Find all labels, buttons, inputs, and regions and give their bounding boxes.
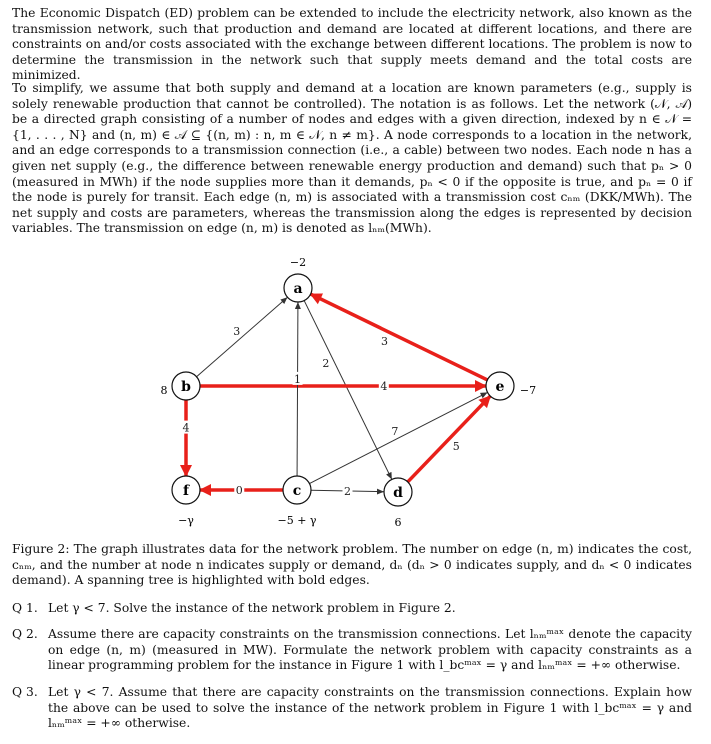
question-1-text: Let γ < 7. Solve the instance of the network problem in Figure 2. [48,601,456,615]
question-3 [12,685,692,732]
node-label-e: e [495,379,505,395]
node-label-d: d [393,485,403,501]
notation-paragraph: To simplify, we assume that both supply and demand at a location are known parameters (e.g., supply is solely renewable production that cannot be controlled). The notation is as follows. Let the network (𝒩, 𝒜) be a directed graph consisting of a number of nodes and edges with a given direction, indexed by n ∈ 𝒩 = {1, . . . , N} and (n, m) ∈ 𝒜 ⊆ {(n, m) : n, m ∈ 𝒩, n ≠ m}. A node corresponds to a location in the network, and an edge corresponds to a transmission connection (i.e., a cable) between two nodes. Each node n has a given net supply (e.g., the difference between renewable energy production and demand) such that pₙ > 0 (measured in MWh) if the node supplies more than it demands, pₙ < 0 if the opposite is true, and pₙ = 0 if the node is purely for transit. Each edge (n, m) is associated with a transmission cost cₙₘ (DKK/MWh). The net supply and costs are parameters, whereas the transmission along the edges is represented by decision variables. The transmission on edge (n, m) is denoted as lₙₘ(MWh). [12,81,692,236]
node-value-d: 6 [394,516,402,529]
edges-layer [181,294,490,498]
edge-cost-label-c-e: 7 [391,424,399,438]
edge-c-a [297,302,298,476]
node-value-e: −7 [519,384,537,397]
edge-cost-label-c-f: 0 [235,484,243,497]
edge-cost-label-b-a: 3 [233,324,241,338]
edge-cost-label-d-e: 5 [452,439,460,453]
question-1 [12,601,692,617]
node-label-a: a [293,281,303,297]
intro-paragraph: The Economic Dispatch (ED) problem can be extended to include the electricity network, also known as the transmission network, such that production and demand are located at different locations, and there are constraints on and/or costs associated with the exchange between different locations. The problem is now to determine the transmission in the network such that supply meets demand and the total costs are minimized. [12,6,692,83]
question-2-label: Q 2. [12,627,38,641]
node-label-b: b [181,379,191,395]
edge-cost-label-b-f: 4 [182,421,190,435]
edge-cost-label-e-a: 3 [381,335,389,349]
edge-c-e [309,392,487,483]
edge-b-a [197,297,288,377]
node-label-c: c [292,483,302,499]
edge-cost-label-c-d: 2 [344,485,351,498]
edge-cost-label-c-a: 1 [294,372,302,386]
node-value-c: −5 + γ [277,514,317,527]
question-2-text: Assume there are capacity constraints on the transmission connections. Let lₙₘᵐᵃˣ denote the capacity on edge (n, m) (measured in MW). Formulate the network problem with capacity constraints as a linear programming problem for the instance in Figure 1 with l_bcᵐᵃˣ = γ and lₙₘᵐᵃˣ = +∞ otherwise. [48,627,692,673]
node-label-f: f [182,483,190,499]
edge-cost-label-b-e: 4 [380,380,388,393]
node-value-b: 8 [160,384,168,397]
figure-caption: Figure 2: The graph illustrates data for the network problem. The number on edge (n, m) indicates the cost, cₙₘ, and the number at node n indicates supply or demand, dₙ (dₙ > 0 indicates supply, and dₙ < 0 indicates demand). A spanning tree is highlighted with bold edges. [12,542,692,588]
edge-cost-label-a-d: 2 [322,356,330,370]
question-3-text: Let γ < 7. Assume that there are capacity constraints on the transmission connections. Explain how the above can be used to solve the instance of the network problem in Figure 1 with l_bcᵐᵃˣ = γ and lₙₘᵐᵃˣ = +∞ otherwise. [48,685,692,731]
question-3-label: Q 3. [12,685,38,699]
network-graph-figure [150,252,570,532]
edge-d-e [408,396,491,482]
node-value-a: −2 [289,256,307,269]
node-value-f: −γ [178,514,194,527]
question-2 [12,627,692,674]
question-1-label: Q 1. [12,601,38,615]
